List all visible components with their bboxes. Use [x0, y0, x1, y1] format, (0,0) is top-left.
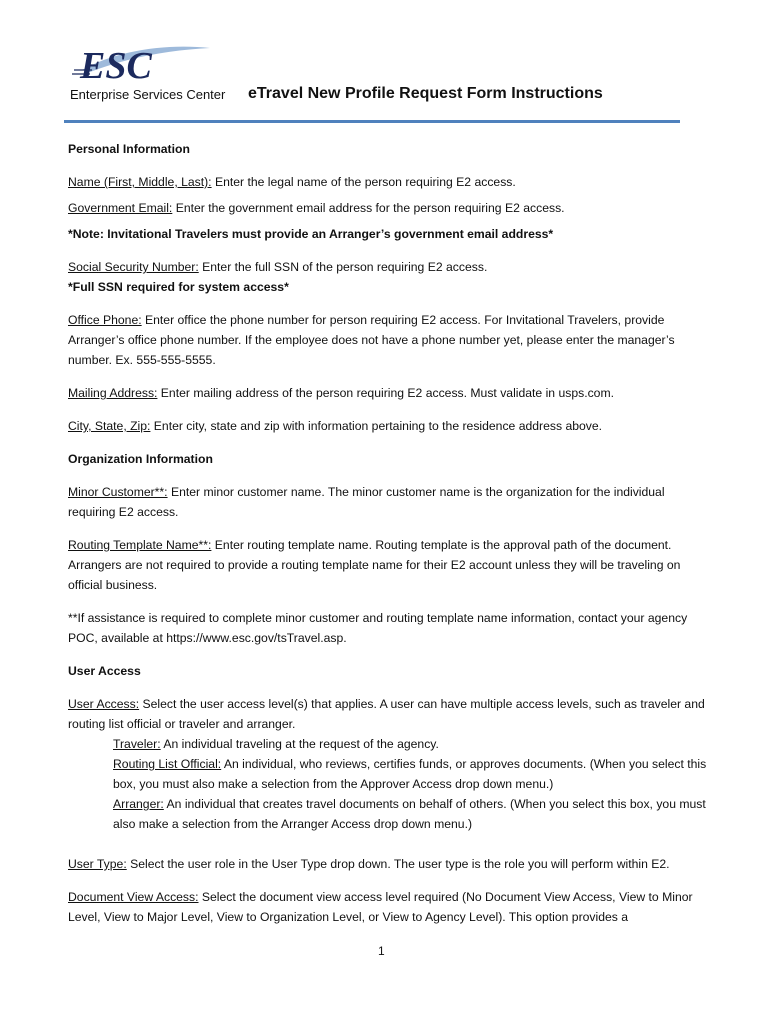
- ssn-note: *Full SSN required for system access*: [68, 280, 289, 294]
- document-title: eTravel New Profile Request Form Instructions: [248, 85, 603, 102]
- field-label: Social Security Number:: [68, 260, 199, 274]
- field-text: An individual that creates travel documents on behalf of others. (When you select this box, you must also make a selection from the Arranger Access drop down menu.): [113, 797, 706, 831]
- field-label: Traveler:: [113, 737, 161, 751]
- field-text: An individual, who reviews, certifies funds, or approves documents. (When you select this box, you must also make a selection from the Approver Access drop down menu.): [113, 757, 707, 791]
- field-text: Enter minor customer name. The minor customer name is the organization for the individual requiring E2 access.: [68, 485, 665, 519]
- document-body: [68, 139, 708, 927]
- minor-customer-instruction: [68, 482, 708, 522]
- field-label: Routing Template Name**:: [68, 538, 212, 552]
- section-heading-organization: Organization Information: [68, 452, 213, 466]
- ssn-instruction: [68, 257, 708, 277]
- assistance-note: **If assistance is required to complete minor customer and routing template name information, contact your agency POC, available at https://www.esc.gov/tsTravel.asp.: [68, 611, 688, 645]
- routing-list-official-definition: [68, 754, 708, 794]
- email-note: *Note: Invitational Travelers must provide an Arranger’s government email address*: [68, 227, 554, 241]
- field-label: User Access:: [68, 697, 140, 711]
- field-label: Name (First, Middle, Last):: [68, 175, 212, 189]
- field-text: Enter the full SSN of the person requiring E2 access.: [198, 260, 488, 274]
- field-text: Enter the government email address for the person requiring E2 access.: [172, 201, 565, 215]
- field-label: City, State, Zip:: [68, 419, 151, 433]
- logo-text: ESC: [80, 45, 152, 84]
- field-text: Enter mailing address of the person requiring E2 access. Must validate in usps.com.: [157, 386, 615, 400]
- field-text: Select the document view access level required (No Document View Access, View to Minor Level, View to Major Level, View to Organization Level, or View to Agency Level). This option provides a: [68, 890, 693, 924]
- mailing-instruction: [68, 383, 708, 403]
- email-instruction: [68, 198, 708, 218]
- field-label: Routing List Official:: [113, 757, 222, 771]
- city-instruction: [68, 416, 708, 436]
- field-text: An individual traveling at the request of the agency.: [160, 737, 439, 751]
- field-label: Government Email:: [68, 201, 173, 215]
- field-label: User Type:: [68, 857, 127, 871]
- traveler-definition: [68, 734, 708, 754]
- field-text: Enter city, state and zip with information pertaining to the residence address above.: [150, 419, 603, 433]
- name-instruction: [68, 172, 708, 192]
- header-divider: [64, 120, 680, 123]
- field-label: Minor Customer**:: [68, 485, 168, 499]
- section-heading-personal: Personal Information: [68, 142, 190, 156]
- user-type-instruction: [68, 854, 708, 874]
- field-label: Document View Access:: [68, 890, 199, 904]
- field-text: Enter office the phone number for person requiring E2 access. For Invitational Travelers, provide Arranger’s office phone number. If the employee does not have a phone number yet, please enter the manager’s number. Ex. 555-555-5555.: [68, 313, 675, 367]
- field-text: Enter the legal name of the person requiring E2 access.: [211, 175, 516, 189]
- section-heading-user-access: User Access: [68, 664, 141, 678]
- org-name: Enterprise Services Center: [70, 87, 226, 102]
- arranger-definition: [68, 794, 708, 834]
- routing-template-instruction: [68, 535, 708, 595]
- esc-logo: [72, 40, 212, 84]
- page-number: 1: [378, 944, 385, 958]
- field-label: Office Phone:: [68, 313, 142, 327]
- field-text: Enter routing template name. Routing template is the approval path of the document. Arrangers are not required to provide a routing template name for their E2 account unless they will be traveling on official business.: [68, 538, 681, 592]
- document-view-access-instruction: [68, 887, 708, 927]
- field-label: Mailing Address:: [68, 386, 158, 400]
- field-label: Arranger:: [113, 797, 164, 811]
- field-text: Select the user access level(s) that applies. A user can have multiple access levels, such as traveler and routing list official or traveler and arranger.: [68, 697, 705, 731]
- field-text: Select the user role in the User Type drop down. The user type is the role you will perform within E2.: [126, 857, 670, 871]
- user-access-instruction: [68, 694, 708, 734]
- phone-instruction: [68, 310, 708, 370]
